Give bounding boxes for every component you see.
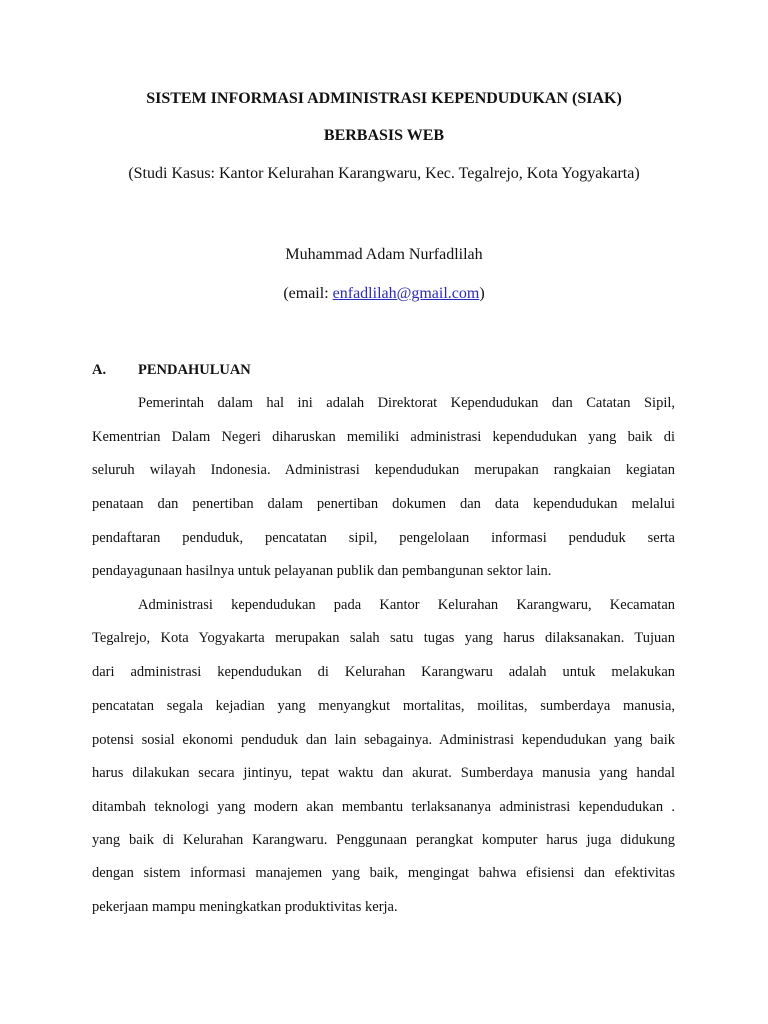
paragraph-2-line: Administrasi kependudukan pada Kantor Kelurahan Karangwaru, Kecamatan (138, 597, 675, 613)
paragraph-2-line: dengan sistem informasi manajemen yang baik, mengingat bahwa efisiensi dan efektivitas (92, 865, 675, 881)
email-prefix: (email: (283, 285, 333, 302)
paragraph-1-line: Kementrian Dalam Negeri diharuskan memiliki administrasi kependudukan yang baik di (92, 429, 675, 445)
paragraph-2-line: dari administrasi kependudukan di Kelurahan Karangwaru adalah untuk melakukan (92, 664, 675, 680)
paragraph-1-line: seluruh wilayah Indonesia. Administrasi kependudukan merupakan rangkaian kegiatan (92, 462, 675, 478)
paragraph-1-line: penataan dan penertiban dalam penertiban dokumen dan data kependudukan melalui (92, 496, 675, 512)
paragraph-2-line: Tegalrejo, Kota Yogyakarta merupakan salah satu tugas yang harus dilaksanakan. Tujuan (92, 630, 675, 646)
paragraph-2-line: yang baik di Kelurahan Karangwaru. Penggunaan perangkat komputer harus juga didukung (92, 832, 675, 848)
author-name: Muhammad Adam Nurfadlilah (285, 246, 483, 263)
document-subtitle: (Studi Kasus: Kantor Kelurahan Karangwaru, Kec. Tegalrejo, Kota Yogyakarta) (128, 165, 640, 182)
section-number: A. (92, 362, 107, 378)
paragraph-2-line: pencatatan segala kejadian yang menyangkut mortalitas, moilitas, sumberdaya manusia, (92, 698, 675, 714)
email-suffix: ) (479, 285, 485, 302)
author-email-line (0, 284, 768, 304)
paragraph-2-line: ditambah teknologi yang modern akan membantu terlaksananya administrasi kependudukan . (92, 799, 675, 815)
paragraph-1-line: Pemerintah dalam hal ini adalah Direktorat Kependudukan dan Catatan Sipil, (138, 395, 675, 411)
section-title: PENDAHULUAN (138, 362, 251, 378)
paragraph-2-line: pekerjaan mampu meningkatkan produktivitas kerja. (92, 899, 398, 915)
document-title-line-2: BERBASIS WEB (323, 127, 445, 144)
paragraph-1-line: pendayagunaan hasilnya untuk pelayanan publik dan pembangunan sektor lain. (92, 563, 552, 579)
paragraph-2-line: potensi sosial ekonomi penduduk dan lain sebagainya. Administrasi kependudukan yang baik (92, 732, 675, 748)
section-heading (92, 361, 251, 379)
document-title-line-1: SISTEM INFORMASI ADMINISTRASI KEPENDUDUKAN (SIAK) (146, 90, 622, 107)
email-link[interactable]: enfadlilah@gmail.com (332, 285, 480, 302)
paragraph-1-line: pendaftaran penduduk, pencatatan sipil, pengelolaan informasi penduduk serta (92, 530, 675, 546)
paragraph-2-line: harus dilakukan secara jintinyu, tepat waktu dan akurat. Sumberdaya manusia yang handal (92, 765, 675, 781)
